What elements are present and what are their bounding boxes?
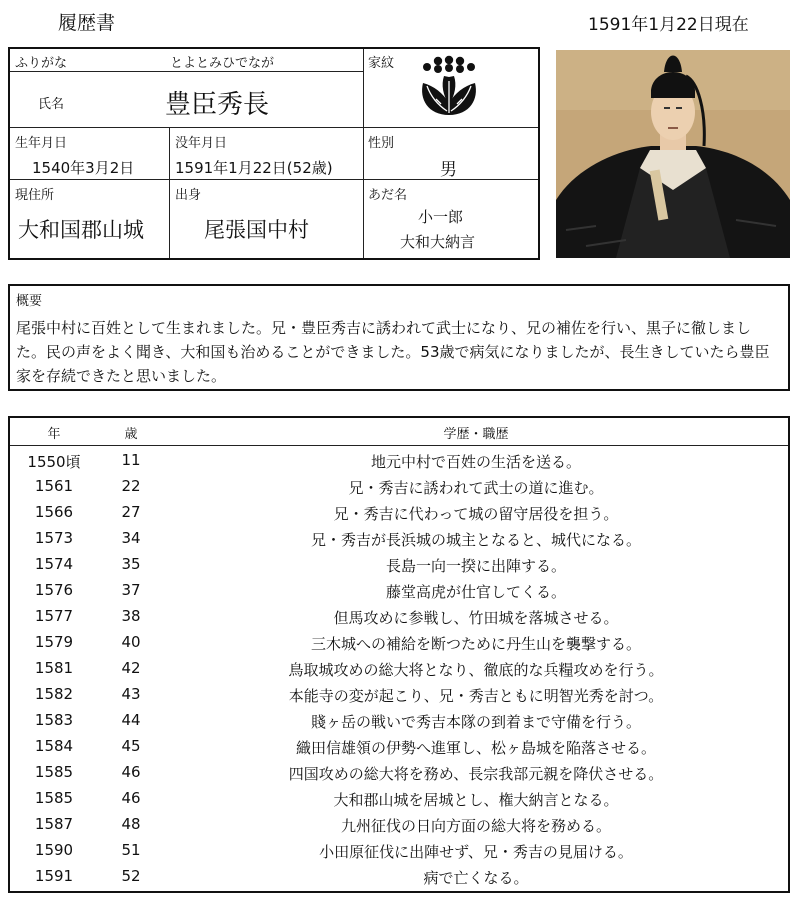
row-age: 52 [121, 867, 141, 885]
table-row [10, 655, 788, 681]
age-header: 歳 [124, 427, 138, 442]
row-year: 1591 [34, 867, 74, 885]
death-date: 1591年1月22日(52歳) [175, 159, 333, 177]
row-year: 1583 [34, 711, 74, 729]
origin-value: 尾張国中村 [204, 218, 309, 242]
table-row [10, 551, 788, 577]
summary-box [8, 284, 790, 391]
birth-date: 1540年3月2日 [32, 159, 135, 177]
row-event: 藤堂高虎が仕官してくる。 [385, 583, 566, 601]
row-age: 11 [121, 451, 141, 469]
portrait-painting-icon [556, 50, 790, 258]
as-of-date: 1591年1月22日現在 [588, 15, 749, 35]
death-label: 没年月日 [175, 136, 228, 151]
row-event: 長島一向一揆に出陣する。 [385, 557, 566, 575]
residence-label: 現住所 [15, 188, 55, 203]
row-event: 四国攻めの総大将を務め、長宗我部元親を降伏させる。 [288, 765, 664, 783]
table-row [10, 499, 788, 525]
row-age: 46 [121, 763, 141, 781]
full-name: 豊臣秀長 [165, 90, 270, 120]
crest-label: 家紋 [368, 56, 395, 71]
name-label: 氏名 [38, 97, 65, 112]
table-row [10, 837, 788, 863]
furigana-label: ふりがな [15, 56, 68, 71]
sex-value: 男 [440, 160, 457, 180]
row-event: 兄・秀吉に誘われて武士の道に進む。 [348, 479, 604, 497]
row-year: 1561 [34, 477, 74, 495]
birth-label: 生年月日 [15, 136, 68, 151]
table-row [10, 733, 788, 759]
table-row [10, 785, 788, 811]
row-age: 51 [121, 841, 141, 859]
divider [10, 71, 363, 72]
row-year: 1585 [34, 789, 74, 807]
row-year: 1576 [34, 581, 74, 599]
table-row [10, 759, 788, 785]
row-year: 1577 [34, 607, 74, 625]
row-event: 兄・秀吉に代わって城の留守居役を担う。 [333, 505, 619, 523]
summary-text: 尾張中村に百姓として生まれました。兄・豊臣秀吉に誘われて武士になり、兄の補佐を行い、黒子に徹しました。民の声をよく聞き、大和国も治めることができました。53歳で病気になりましたが、長生きしていたら豊臣家を存続できたと思いました。 [16, 319, 770, 385]
table-row [10, 681, 788, 707]
table-row [10, 707, 788, 733]
nickname-1: 小一郎 [418, 208, 464, 226]
table-row [10, 473, 788, 499]
row-age: 34 [121, 529, 141, 547]
profile-table [8, 47, 540, 260]
furigana-value: とよとみひでなが [170, 56, 275, 71]
row-age: 43 [121, 685, 141, 703]
row-event: 織田信雄領の伊勢へ進軍し、松ヶ島城を陥落させる。 [295, 739, 656, 757]
summary-label: 概要 [16, 294, 43, 309]
divider [10, 127, 538, 128]
row-event: 病で亡くなる。 [423, 869, 529, 887]
table-row [10, 525, 788, 551]
residence-value: 大和国郡山城 [18, 218, 144, 242]
table-row [10, 603, 788, 629]
divider [169, 127, 170, 258]
row-age: 46 [121, 789, 141, 807]
row-year: 1573 [34, 529, 74, 547]
table-row [10, 811, 788, 837]
row-age: 48 [121, 815, 141, 833]
document-title: 履歴書 [58, 12, 116, 34]
row-event: 但馬攻めに参戦し、竹田城を落城させる。 [333, 609, 619, 627]
row-age: 38 [121, 607, 141, 625]
row-year: 1584 [34, 737, 74, 755]
row-event: 本能寺の変が起こり、兄・秀吉ともに明智光秀を討つ。 [288, 687, 664, 705]
event-header: 学歴・職歴 [443, 427, 509, 442]
row-year: 1579 [34, 633, 74, 651]
row-age: 22 [121, 477, 141, 495]
row-age: 44 [121, 711, 141, 729]
table-row [10, 577, 788, 603]
row-event: 賤ヶ岳の戦いで秀吉本隊の到着まで守備を行う。 [310, 713, 641, 731]
row-event: 兄・秀吉が長浜城の城主となると、城代になる。 [310, 531, 641, 549]
row-age: 37 [121, 581, 141, 599]
row-age: 42 [121, 659, 141, 677]
kiri-crest-icon [414, 55, 484, 121]
table-row [10, 629, 788, 655]
year-header: 年 [47, 427, 61, 442]
nickname-label: あだ名 [368, 188, 408, 203]
row-year: 1590 [34, 841, 74, 859]
origin-label: 出身 [175, 188, 202, 203]
row-age: 45 [121, 737, 141, 755]
table-row [10, 447, 788, 473]
row-year: 1550頃 [27, 453, 81, 471]
row-event: 小田原征伐に出陣せず、兄・秀吉の見届ける。 [319, 843, 633, 861]
row-event: 地元中村で百姓の生活を送る。 [370, 453, 581, 471]
history-table [8, 416, 790, 893]
row-event: 三木城への補給を断つために丹生山を襲撃する。 [310, 635, 641, 653]
row-year: 1582 [34, 685, 74, 703]
row-year: 1587 [34, 815, 74, 833]
divider [10, 179, 538, 180]
row-event: 鳥取城攻めの総大将となり、徹底的な兵糧攻めを行う。 [288, 661, 664, 679]
row-year: 1585 [34, 763, 74, 781]
table-row [10, 863, 788, 889]
row-year: 1566 [34, 503, 74, 521]
row-year: 1581 [34, 659, 74, 677]
divider [363, 49, 364, 258]
nickname-2: 大和大納言 [400, 233, 476, 251]
row-year: 1574 [34, 555, 74, 573]
sex-label: 性別 [368, 136, 395, 151]
row-age: 40 [121, 633, 141, 651]
row-age: 35 [121, 555, 141, 573]
row-event: 大和郡山城を居城とし、権大納言となる。 [333, 791, 619, 809]
row-age: 27 [121, 503, 141, 521]
row-event: 九州征伐の日向方面の総大将を務める。 [340, 817, 611, 835]
history-header [10, 418, 788, 446]
